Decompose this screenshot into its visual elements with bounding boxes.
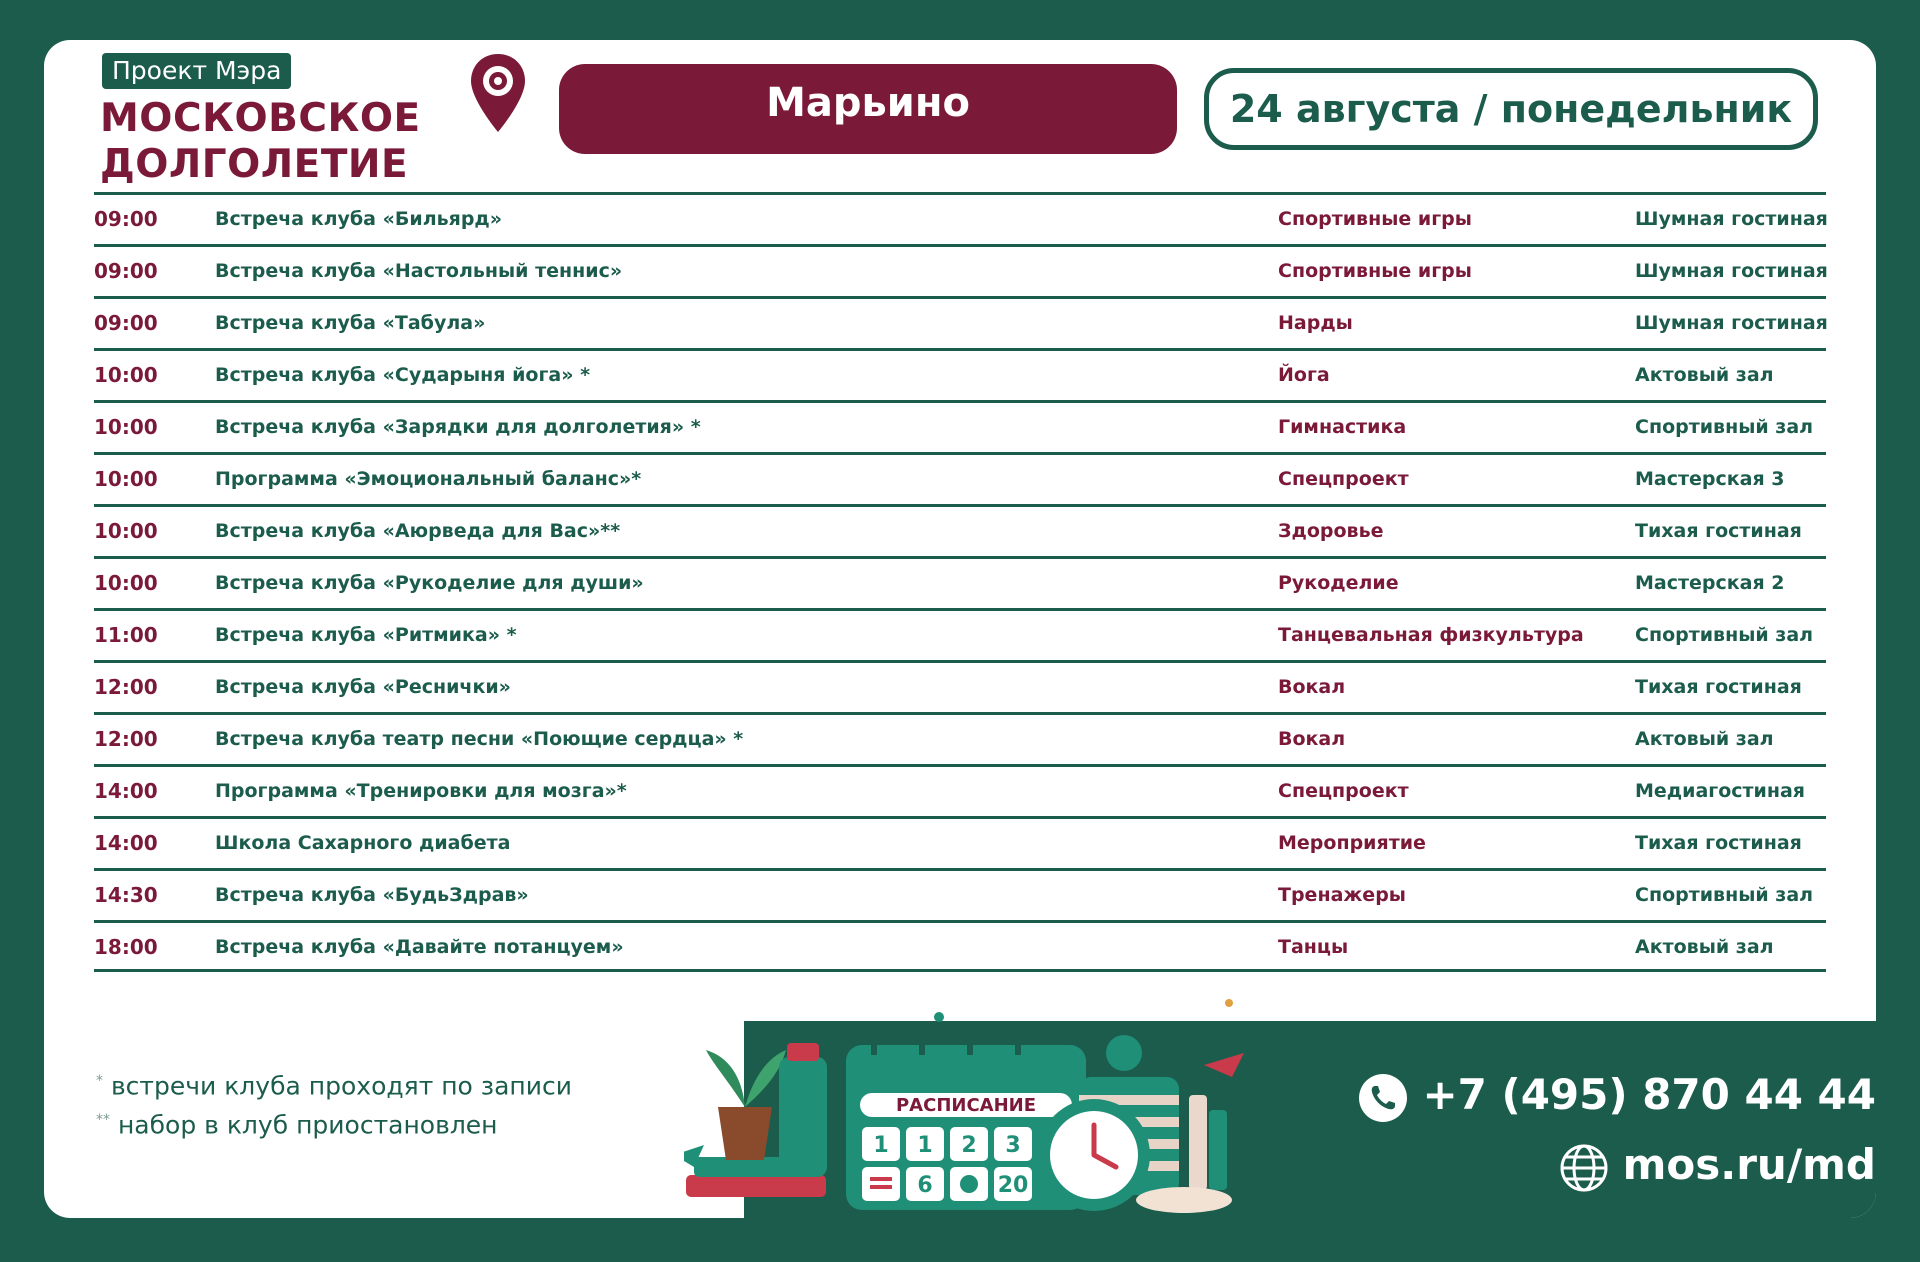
- calendar-cell: 3: [1005, 1133, 1021, 1158]
- event-room: Тихая гостиная: [1635, 520, 1802, 542]
- event-time: 09:00: [94, 259, 158, 283]
- event-room: Актовый зал: [1635, 936, 1774, 958]
- brand-line-1: МОСКОВСКОЕ: [100, 96, 421, 141]
- event-title: Встреча клуба «Бильярд»: [215, 208, 503, 230]
- event-room: Спортивный зал: [1635, 416, 1814, 438]
- event-time: 10:00: [94, 467, 158, 491]
- event-time: 14:00: [94, 779, 158, 803]
- event-time: 14:30: [94, 883, 158, 907]
- calendar-cell: 1: [917, 1133, 933, 1158]
- event-room: Спортивный зал: [1635, 624, 1814, 646]
- event-title: Школа Сахарного диабета: [215, 832, 511, 854]
- event-title: Встреча клуба «Аюрведа для Вас»**: [215, 520, 621, 542]
- event-time: 11:00: [94, 623, 158, 647]
- mayor-project-tag: Проект Мэра: [102, 53, 291, 89]
- event-title: Встреча клуба «Сударыня йога» *: [215, 364, 591, 386]
- event-category: Танцевальная физкультура: [1278, 624, 1584, 646]
- date-badge: 24 августа / понедельник: [1204, 68, 1818, 150]
- event-category: Рукоделие: [1278, 572, 1399, 594]
- location-badge: Марьино: [559, 64, 1177, 154]
- contact-site[interactable]: [1559, 1140, 1876, 1193]
- event-time: 10:00: [94, 571, 158, 595]
- calendar-title-text: РАСПИСАНИЕ: [895, 1095, 1037, 1116]
- event-time: 18:00: [94, 935, 158, 959]
- table-row: [94, 504, 1826, 556]
- event-title: Программа «Тренировки для мозга»*: [215, 780, 627, 802]
- phone-icon: [1358, 1073, 1408, 1123]
- event-category: Вокал: [1278, 676, 1346, 698]
- website-link[interactable]: mos.ru/md: [1622, 1140, 1876, 1189]
- event-title: Встреча клуба «Ритмика» *: [215, 624, 517, 646]
- footnote-signup: [96, 1064, 572, 1103]
- event-category: Вокал: [1278, 728, 1346, 750]
- event-title: Встреча клуба театр песни «Поющие сердца» *: [215, 728, 744, 750]
- footnote-mark: *: [96, 1073, 103, 1089]
- table-row: [94, 660, 1826, 712]
- event-category: Нарды: [1278, 312, 1353, 334]
- event-time: 12:00: [94, 727, 158, 751]
- event-time: 09:00: [94, 311, 158, 335]
- event-title: Встреча клуба «Реснички»: [215, 676, 511, 698]
- event-time: 10:00: [94, 519, 158, 543]
- table-row: [94, 608, 1826, 660]
- event-title: Встреча клуба «Табула»: [215, 312, 486, 334]
- table-row: [94, 348, 1826, 400]
- table-row: [94, 816, 1826, 868]
- event-title: Встреча клуба «Давайте потанцуем»: [215, 936, 624, 958]
- event-title: Встреча клуба «Настольный теннис»: [215, 260, 623, 282]
- contact-phone[interactable]: [1358, 1070, 1876, 1123]
- event-title: Встреча клуба «Рукоделие для души»: [215, 572, 644, 594]
- event-category: Спортивные игры: [1278, 208, 1472, 230]
- event-room: Тихая гостиная: [1635, 832, 1802, 854]
- table-row: [94, 192, 1826, 244]
- globe-icon: [1559, 1143, 1609, 1193]
- event-category: Тренажеры: [1278, 884, 1406, 906]
- table-row: [94, 452, 1826, 504]
- event-room: Спортивный зал: [1635, 884, 1814, 906]
- brand-line-2: ДОЛГОЛЕТИЕ: [100, 142, 409, 187]
- event-time: 12:00: [94, 675, 158, 699]
- calendar-cell: 1: [873, 1133, 889, 1158]
- footnote-closed: [96, 1103, 572, 1142]
- event-room: Актовый зал: [1635, 364, 1774, 386]
- footnote-text: встречи клуба проходят по записи: [110, 1071, 572, 1101]
- event-title: Программа «Эмоциональный баланс»*: [215, 468, 642, 490]
- table-row: [94, 296, 1826, 348]
- event-category: Здоровье: [1278, 520, 1384, 542]
- event-title: Встреча клуба «БудьЗдрав»: [215, 884, 529, 906]
- event-room: Шумная гостиная: [1635, 208, 1828, 230]
- event-category: Танцы: [1278, 936, 1349, 958]
- table-row: [94, 244, 1826, 296]
- event-title: Встреча клуба «Зарядки для долголетия» *: [215, 416, 701, 438]
- location-pin-icon: [468, 52, 528, 136]
- event-room: Шумная гостиная: [1635, 312, 1828, 334]
- event-category: Мероприятие: [1278, 832, 1426, 854]
- event-time: 10:00: [94, 363, 158, 387]
- event-room: Шумная гостиная: [1635, 260, 1828, 282]
- table-row: [94, 400, 1826, 452]
- calendar-cell: 2: [961, 1133, 977, 1158]
- calendar-cell: 20: [997, 1173, 1029, 1198]
- table-row: [94, 920, 1826, 972]
- event-room: Мастерская 2: [1635, 572, 1785, 594]
- event-category: Спецпроект: [1278, 780, 1409, 802]
- footnote-text: набор в клуб приостановлен: [117, 1110, 498, 1140]
- event-time: 14:00: [94, 831, 158, 855]
- event-category: Йога: [1278, 364, 1330, 386]
- event-room: Медиагостиная: [1635, 780, 1805, 802]
- event-category: Спецпроект: [1278, 468, 1409, 490]
- event-room: Тихая гостиная: [1635, 676, 1802, 698]
- schedule-illustration: [684, 995, 1354, 1215]
- event-room: Мастерская 3: [1635, 468, 1785, 490]
- table-row: [94, 556, 1826, 608]
- event-category: Спортивные игры: [1278, 260, 1472, 282]
- event-time: 10:00: [94, 415, 158, 439]
- event-time: 09:00: [94, 207, 158, 231]
- event-room: Актовый зал: [1635, 728, 1774, 750]
- calendar-cell: 6: [917, 1173, 933, 1198]
- event-category: Гимнастика: [1278, 416, 1407, 438]
- phone-number[interactable]: +7 (495) 870 44 44: [1422, 1070, 1876, 1119]
- brand-logo: [100, 96, 421, 188]
- table-row: [94, 868, 1826, 920]
- table-row: [94, 764, 1826, 816]
- footnotes: [96, 1064, 572, 1143]
- schedule-table: [94, 192, 1826, 972]
- schedule-card: [44, 40, 1876, 1218]
- footnote-mark: **: [96, 1112, 110, 1129]
- table-row: [94, 712, 1826, 764]
